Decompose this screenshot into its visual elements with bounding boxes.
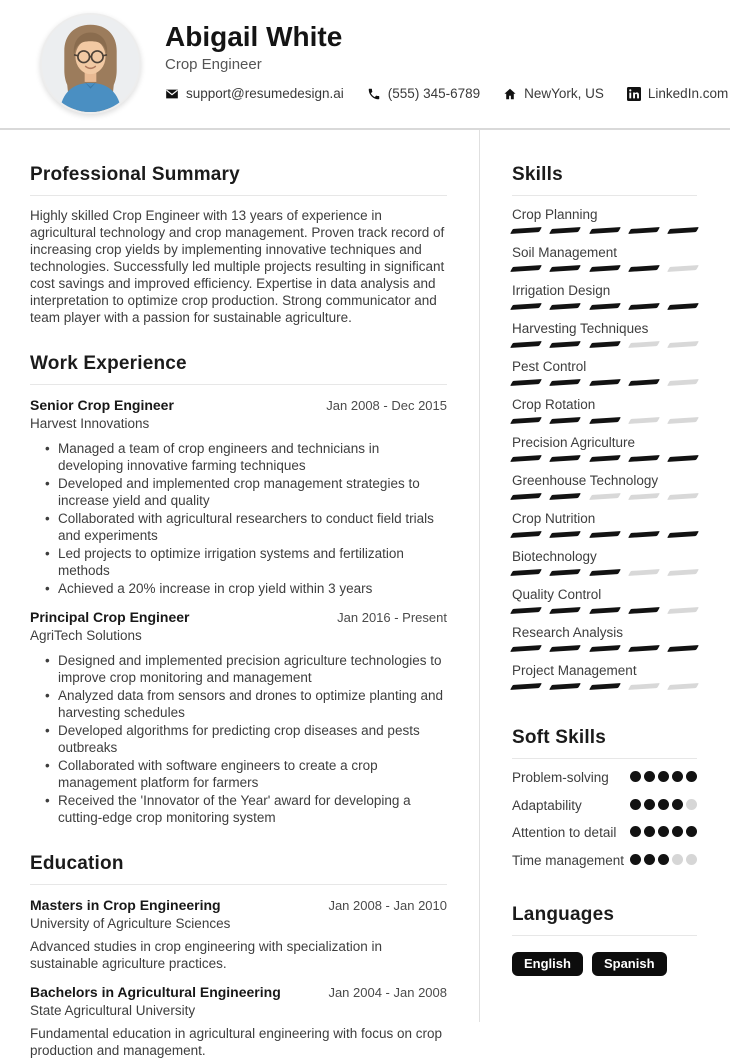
- skill-item: [512, 321, 697, 348]
- skill-level-bar: [512, 494, 697, 500]
- soft-skill-item: [512, 852, 697, 870]
- skill-item: [512, 625, 697, 652]
- skill-bar-segment: [667, 683, 699, 690]
- home-icon: [503, 87, 517, 101]
- skill-bar-segment: [510, 531, 542, 538]
- skill-bar-segment: [667, 493, 699, 500]
- skill-bar-segment: [510, 303, 542, 310]
- skill-bar-segment: [589, 531, 621, 538]
- avatar-illustration: [42, 15, 139, 112]
- soft-skill-dot: [658, 854, 669, 865]
- job-bullet: • Received the 'Innovator of the Year' award for developing a cutting-edge crop monitoring system: [58, 792, 447, 826]
- degree-entry-header: [30, 984, 447, 1000]
- skill-item: [512, 435, 697, 462]
- phone-icon: [367, 87, 381, 101]
- skill-level-bar: [512, 304, 697, 310]
- soft-skill-dots: [630, 769, 697, 787]
- contact-text: NewYork, US: [524, 86, 604, 102]
- skills-heading: Skills: [512, 164, 697, 196]
- job-bullet-list: [30, 652, 447, 826]
- skill-bar-segment: [667, 341, 699, 348]
- skill-bar-segment: [628, 341, 660, 348]
- skill-item: [512, 511, 697, 538]
- skill-bar-segment: [589, 493, 621, 500]
- skill-item: [512, 207, 697, 234]
- skill-bar-segment: [510, 645, 542, 652]
- skill-level-bar: [512, 608, 697, 614]
- skill-bar-segment: [667, 417, 699, 424]
- soft-skill-dot: [672, 854, 683, 865]
- section-languages: [512, 904, 697, 976]
- degree-entry: [30, 984, 447, 1059]
- degree-description: Fundamental education in agricultural engineering with focus on crop production and management.: [30, 1026, 443, 1058]
- degree-description: Advanced studies in crop engineering with specialization in sustainable agriculture practices.: [30, 939, 382, 971]
- skill-bar-segment: [549, 569, 581, 576]
- skill-list: [512, 207, 697, 690]
- skill-item: [512, 587, 697, 614]
- person-name: Abigail White: [165, 21, 343, 52]
- skill-bar-segment: [589, 455, 621, 462]
- skill-name: Greenhouse Technology: [512, 473, 659, 488]
- section-education: [30, 853, 447, 1059]
- skill-bar-segment: [549, 227, 581, 234]
- skill-bar-segment: [628, 265, 660, 272]
- soft-skill-dot: [686, 826, 697, 837]
- skill-bar-segment: [589, 645, 621, 652]
- skill-bar-segment: [667, 455, 699, 462]
- soft-skill-dot: [658, 799, 669, 810]
- skill-bar-segment: [628, 531, 660, 538]
- contact-text: LinkedIn.com: [647, 86, 729, 102]
- skill-item: [512, 245, 697, 272]
- skill-bar-segment: [589, 227, 621, 234]
- skill-bar-segment: [510, 569, 542, 576]
- skill-name: Precision Agriculture: [512, 435, 636, 450]
- skill-bar-segment: [549, 683, 581, 690]
- skill-bar-segment: [628, 607, 660, 614]
- soft-skill-dot: [644, 854, 655, 865]
- contact-item: [503, 86, 604, 101]
- job-bullet-list: [30, 440, 447, 597]
- skill-bar-segment: [510, 417, 542, 424]
- section-professional-summary: [30, 164, 447, 326]
- degree-entry-header: [30, 897, 447, 913]
- skill-bar-segment: [510, 683, 542, 690]
- degree-list: [30, 897, 447, 1059]
- skill-bar-segment: [628, 455, 660, 462]
- soft-skill-dot: [672, 826, 683, 837]
- section-work-experience: [30, 353, 447, 826]
- soft-skill-dot: [644, 799, 655, 810]
- skill-bar-segment: [510, 265, 542, 272]
- skill-item: [512, 283, 697, 310]
- job-bullet: • Analyzed data from sensors and drones to optimize planting and harvesting schedules: [58, 687, 447, 721]
- job-entry-header: [30, 609, 447, 625]
- skill-bar-segment: [510, 341, 542, 348]
- degree-title: Masters in Crop Engineering: [30, 897, 221, 913]
- skill-level-bar: [512, 646, 697, 652]
- left-column: [0, 130, 480, 1058]
- skill-name: Soil Management: [512, 245, 618, 260]
- skill-item: [512, 663, 697, 690]
- skill-bar-segment: [589, 265, 621, 272]
- soft-skill-name: Problem-solving: [512, 770, 609, 785]
- skill-item: [512, 359, 697, 386]
- job-bullet: • Designed and implemented precision agriculture technologies to improve crop monitoring and management: [58, 652, 447, 686]
- skill-bar-segment: [667, 531, 699, 538]
- skill-bar-segment: [510, 379, 542, 386]
- summary-text: Highly skilled Crop Engineer with 13 years of experience in agricultural technology and crop management. Proven track record of increasing crop yields by implementing innovative techniques and technologies. Successfully led multiple projects resulting in significant cost savings and improved efficiency. Expertise in data analysis and interpretation to optimize crop production. Strong communicator and team player with a passion for sustainable agriculture.: [30, 208, 445, 325]
- skill-bar-segment: [589, 303, 621, 310]
- language-pill: Spanish: [592, 952, 667, 976]
- job-title: Principal Crop Engineer: [30, 609, 190, 625]
- summary-heading: Professional Summary: [30, 164, 447, 196]
- skill-item: [512, 473, 697, 500]
- right-column: [480, 130, 730, 1022]
- job-bullet: • Managed a team of crop engineers and technicians in developing innovative farming techniques: [58, 440, 447, 474]
- job-bullet: • Led projects to optimize irrigation systems and fertilization methods: [58, 545, 447, 579]
- skill-name: Project Management: [512, 663, 637, 678]
- skill-bar-segment: [628, 379, 660, 386]
- section-skills: [512, 164, 697, 690]
- person-job-title: Crop Engineer: [165, 56, 262, 74]
- skill-name: Irrigation Design: [512, 283, 611, 298]
- contact-item: [367, 86, 480, 101]
- skill-bar-segment: [589, 607, 621, 614]
- degree-school: State Agricultural University: [30, 1003, 196, 1018]
- skill-level-bar: [512, 228, 697, 234]
- skill-bar-segment: [667, 227, 699, 234]
- skill-bar-segment: [628, 493, 660, 500]
- skill-bar-segment: [667, 379, 699, 386]
- language-pill: English: [512, 952, 583, 976]
- soft-skill-dots: [630, 824, 697, 842]
- degree-dates: Jan 2008 - Jan 2010: [328, 898, 447, 913]
- skill-bar-segment: [628, 569, 660, 576]
- skill-level-bar: [512, 342, 697, 348]
- job-title: Senior Crop Engineer: [30, 397, 174, 413]
- skill-name: Crop Nutrition: [512, 511, 596, 526]
- skill-bar-segment: [549, 265, 581, 272]
- email-icon: [165, 87, 179, 101]
- skill-bar-segment: [510, 455, 542, 462]
- contact-text: support@resumedesign.ai: [186, 86, 344, 102]
- soft-skill-dot: [644, 826, 655, 837]
- skill-bar-segment: [549, 493, 581, 500]
- soft-skills-heading: Soft Skills: [512, 727, 697, 759]
- soft-skill-dots: [630, 852, 697, 870]
- job-bullet: • Collaborated with agricultural researchers to conduct field trials and experiments: [58, 510, 447, 544]
- skill-name: Quality Control: [512, 587, 602, 602]
- skill-name: Crop Rotation: [512, 397, 596, 412]
- degree-school: University of Agriculture Sciences: [30, 916, 231, 931]
- skill-bar-segment: [510, 607, 542, 614]
- soft-skill-dot: [630, 771, 641, 782]
- language-pill-list: [512, 952, 697, 976]
- skill-level-bar: [512, 380, 697, 386]
- skill-bar-segment: [667, 569, 699, 576]
- soft-skill-dot: [686, 854, 697, 865]
- linkedin-icon: [627, 87, 641, 101]
- job-entry-header: [30, 397, 447, 413]
- skill-bar-segment: [510, 493, 542, 500]
- skill-level-bar: [512, 456, 697, 462]
- skill-bar-segment: [628, 227, 660, 234]
- soft-skill-dot: [658, 771, 669, 782]
- degree-entry: [30, 897, 447, 972]
- job-bullet: • Developed and implemented crop management strategies to increase yield and quality: [58, 475, 447, 509]
- contact-item: [165, 86, 344, 101]
- soft-skill-name: Attention to detail: [512, 825, 617, 841]
- skill-bar-segment: [667, 265, 699, 272]
- contact-row: [165, 86, 728, 101]
- skill-name: Crop Planning: [512, 207, 598, 222]
- soft-skill-name: Time management: [512, 852, 625, 868]
- skill-bar-segment: [549, 417, 581, 424]
- soft-skill-item: [512, 824, 697, 842]
- soft-skill-dot: [686, 771, 697, 782]
- job-dates: Jan 2008 - Dec 2015: [326, 398, 447, 413]
- skill-bar-segment: [549, 455, 581, 462]
- languages-heading: Languages: [512, 904, 697, 936]
- soft-skill-name: Adaptability: [512, 797, 582, 813]
- skill-level-bar: [512, 266, 697, 272]
- skill-bar-segment: [589, 569, 621, 576]
- header-text: [165, 13, 728, 101]
- job-company: AgriTech Solutions: [30, 628, 142, 643]
- skill-bar-segment: [667, 645, 699, 652]
- skill-bar-segment: [549, 531, 581, 538]
- skill-bar-segment: [549, 379, 581, 386]
- skill-name: Harvesting Techniques: [512, 321, 649, 336]
- skill-item: [512, 549, 697, 576]
- skill-level-bar: [512, 570, 697, 576]
- skill-bar-segment: [589, 379, 621, 386]
- soft-skill-dot: [658, 826, 669, 837]
- skill-bar-segment: [510, 227, 542, 234]
- soft-skill-item: [512, 797, 697, 815]
- experience-heading: Work Experience: [30, 353, 447, 385]
- skill-bar-segment: [589, 341, 621, 348]
- soft-skill-list: [512, 769, 697, 869]
- avatar: [40, 13, 141, 114]
- contact-item: [627, 86, 728, 101]
- soft-skill-dot: [644, 771, 655, 782]
- skill-level-bar: [512, 418, 697, 424]
- degree-dates: Jan 2004 - Jan 2008: [328, 985, 447, 1000]
- soft-skill-dots: [630, 797, 697, 815]
- skill-bar-segment: [628, 645, 660, 652]
- skill-bar-segment: [589, 683, 621, 690]
- soft-skill-item: [512, 769, 697, 787]
- skill-bar-segment: [628, 417, 660, 424]
- job-company: Harvest Innovations: [30, 416, 150, 431]
- skill-item: [512, 397, 697, 424]
- skill-bar-segment: [549, 341, 581, 348]
- soft-skill-dot: [672, 771, 683, 782]
- soft-skill-dot: [630, 826, 641, 837]
- skill-bar-segment: [589, 417, 621, 424]
- skill-bar-segment: [667, 303, 699, 310]
- skill-bar-segment: [628, 303, 660, 310]
- job-list: [30, 397, 447, 826]
- section-soft-skills: [512, 727, 697, 869]
- skill-bar-segment: [549, 303, 581, 310]
- skill-bar-segment: [628, 683, 660, 690]
- skill-name: Research Analysis: [512, 625, 624, 640]
- job-entry: [30, 609, 447, 826]
- skill-bar-segment: [549, 607, 581, 614]
- skill-level-bar: [512, 532, 697, 538]
- skill-bar-segment: [667, 607, 699, 614]
- skill-level-bar: [512, 684, 697, 690]
- degree-title: Bachelors in Agricultural Engineering: [30, 984, 281, 1000]
- contact-text: (555) 345-6789: [387, 86, 481, 102]
- education-heading: Education: [30, 853, 447, 885]
- header: [0, 0, 730, 130]
- soft-skill-dot: [630, 854, 641, 865]
- job-bullet: • Developed algorithms for predicting crop diseases and pests outbreaks: [58, 722, 447, 756]
- soft-skill-dot: [686, 799, 697, 810]
- main-content: [0, 130, 730, 1058]
- job-dates: Jan 2016 - Present: [337, 610, 447, 625]
- skill-name: Biotechnology: [512, 549, 597, 564]
- job-bullet: • Achieved a 20% increase in crop yield within 3 years: [58, 580, 447, 597]
- soft-skill-dot: [672, 799, 683, 810]
- soft-skill-dot: [630, 799, 641, 810]
- job-bullet: • Collaborated with software engineers to create a crop management platform for farmers: [58, 757, 447, 791]
- skill-bar-segment: [549, 645, 581, 652]
- skill-name: Pest Control: [512, 359, 587, 374]
- job-entry: [30, 397, 447, 597]
